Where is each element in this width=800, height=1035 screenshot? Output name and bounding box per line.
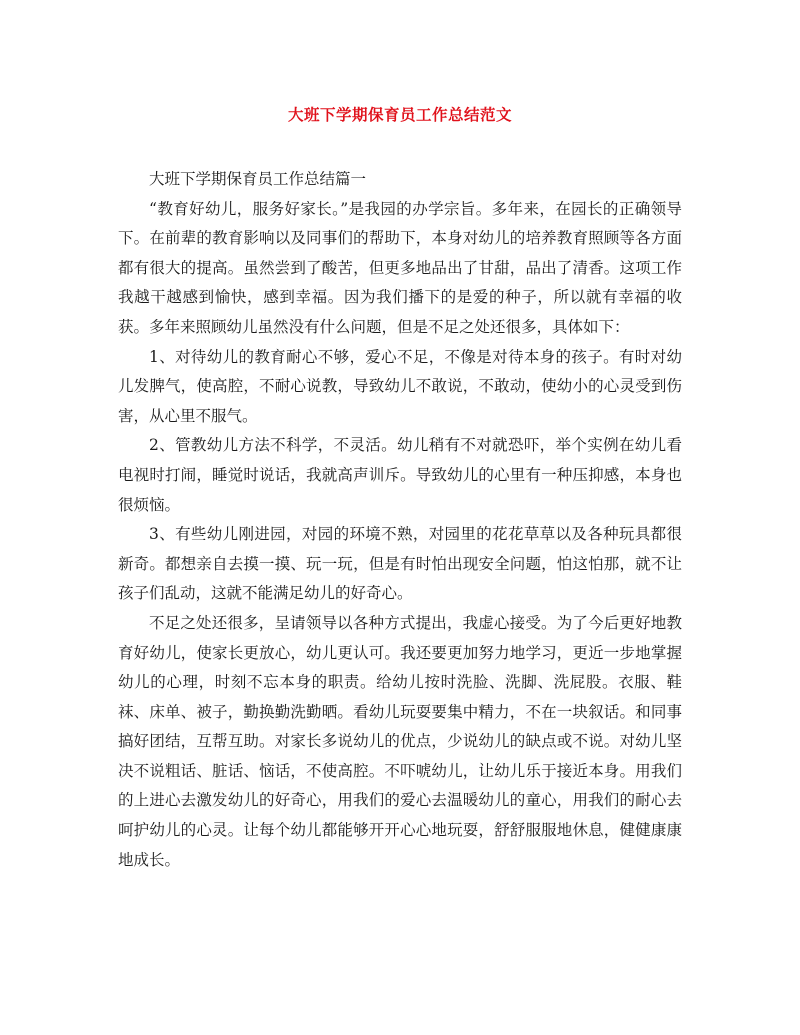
conclusion-paragraph: 不足之处还很多，呈请领导以各种方式提出，我虚心接受。为了今后更好地教育好幼儿，使家长更放心，幼儿更认可。我还要更加努力地学习，更近一步地掌握幼儿的心理，时刻不忘本身的职责。给幼儿按时洗脸、洗脚、洗屁股。衣服、鞋袜、床单、被子，勤换勤洗勤晒。看幼儿玩耍要集中精力，不在一块叙话。和同事搞好团结，互帮互助。对家长多说幼儿的优点，少说幼儿的缺点或不说。对幼儿坚决不说粗话、脏话、恼话，不使高腔。不吓唬幼儿，让幼儿乐于接近本身。用我们的上进心去激发幼儿的好奇心，用我们的爱心去温暖幼儿的童心，用我们的耐心去呵护幼儿的心灵。让每个幼儿都能够开开心心地玩耍，舒舒服服地休息，健健康康地成长。 <box>118 613 682 869</box>
point-1-paragraph: 1、对待幼儿的教育耐心不够，爱心不足，不像是对待本身的孩子。有时对幼儿发脾气，使高腔，不耐心说教，导致幼儿不敢说，不敢动，使幼小的心灵受到伤害，从心里不服气。 <box>118 347 682 425</box>
section-heading: 大班下学期保育员工作总结篇一 <box>149 170 367 188</box>
point-2-paragraph: 2、管教幼儿方法不科学，不灵活。幼儿稍有不对就恐吓，举个实例在幼儿看电视时打闹，睡觉时说话，我就高声训斥。导致幼儿的心里有一种压抑感，本身也很烦恼。 <box>118 436 682 514</box>
document-body <box>118 165 682 875</box>
document-title: 大班下学期保育员工作总结范文 <box>287 105 512 124</box>
intro-paragraph: “教育好幼儿，服务好家长。”是我园的办学宗旨。多年来，在园长的正确领导下。在前辈的教育影响以及同事们的帮助下，本身对幼儿的培养教育照顾等各方面都有很大的提高。虽然尝到了酸苦，但更多地品出了甘甜，品出了清香。这项工作我越干越感到愉快，感到幸福。因为我们播下的是爱的种子，所以就有幸福的收获。多年来照顾幼儿虽然没有什么问题，但是不足之处还很多，具体如下： <box>118 199 682 336</box>
point-3-paragraph: 3、有些幼儿刚进园，对园的环境不熟，对园里的花花草草以及各种玩具都很新奇。都想亲自去摸一摸、玩一玩，但是有时怕出现安全问题，怕这怕那，就不让孩子们乱动，这就不能满足幼儿的好奇心。 <box>118 525 682 603</box>
